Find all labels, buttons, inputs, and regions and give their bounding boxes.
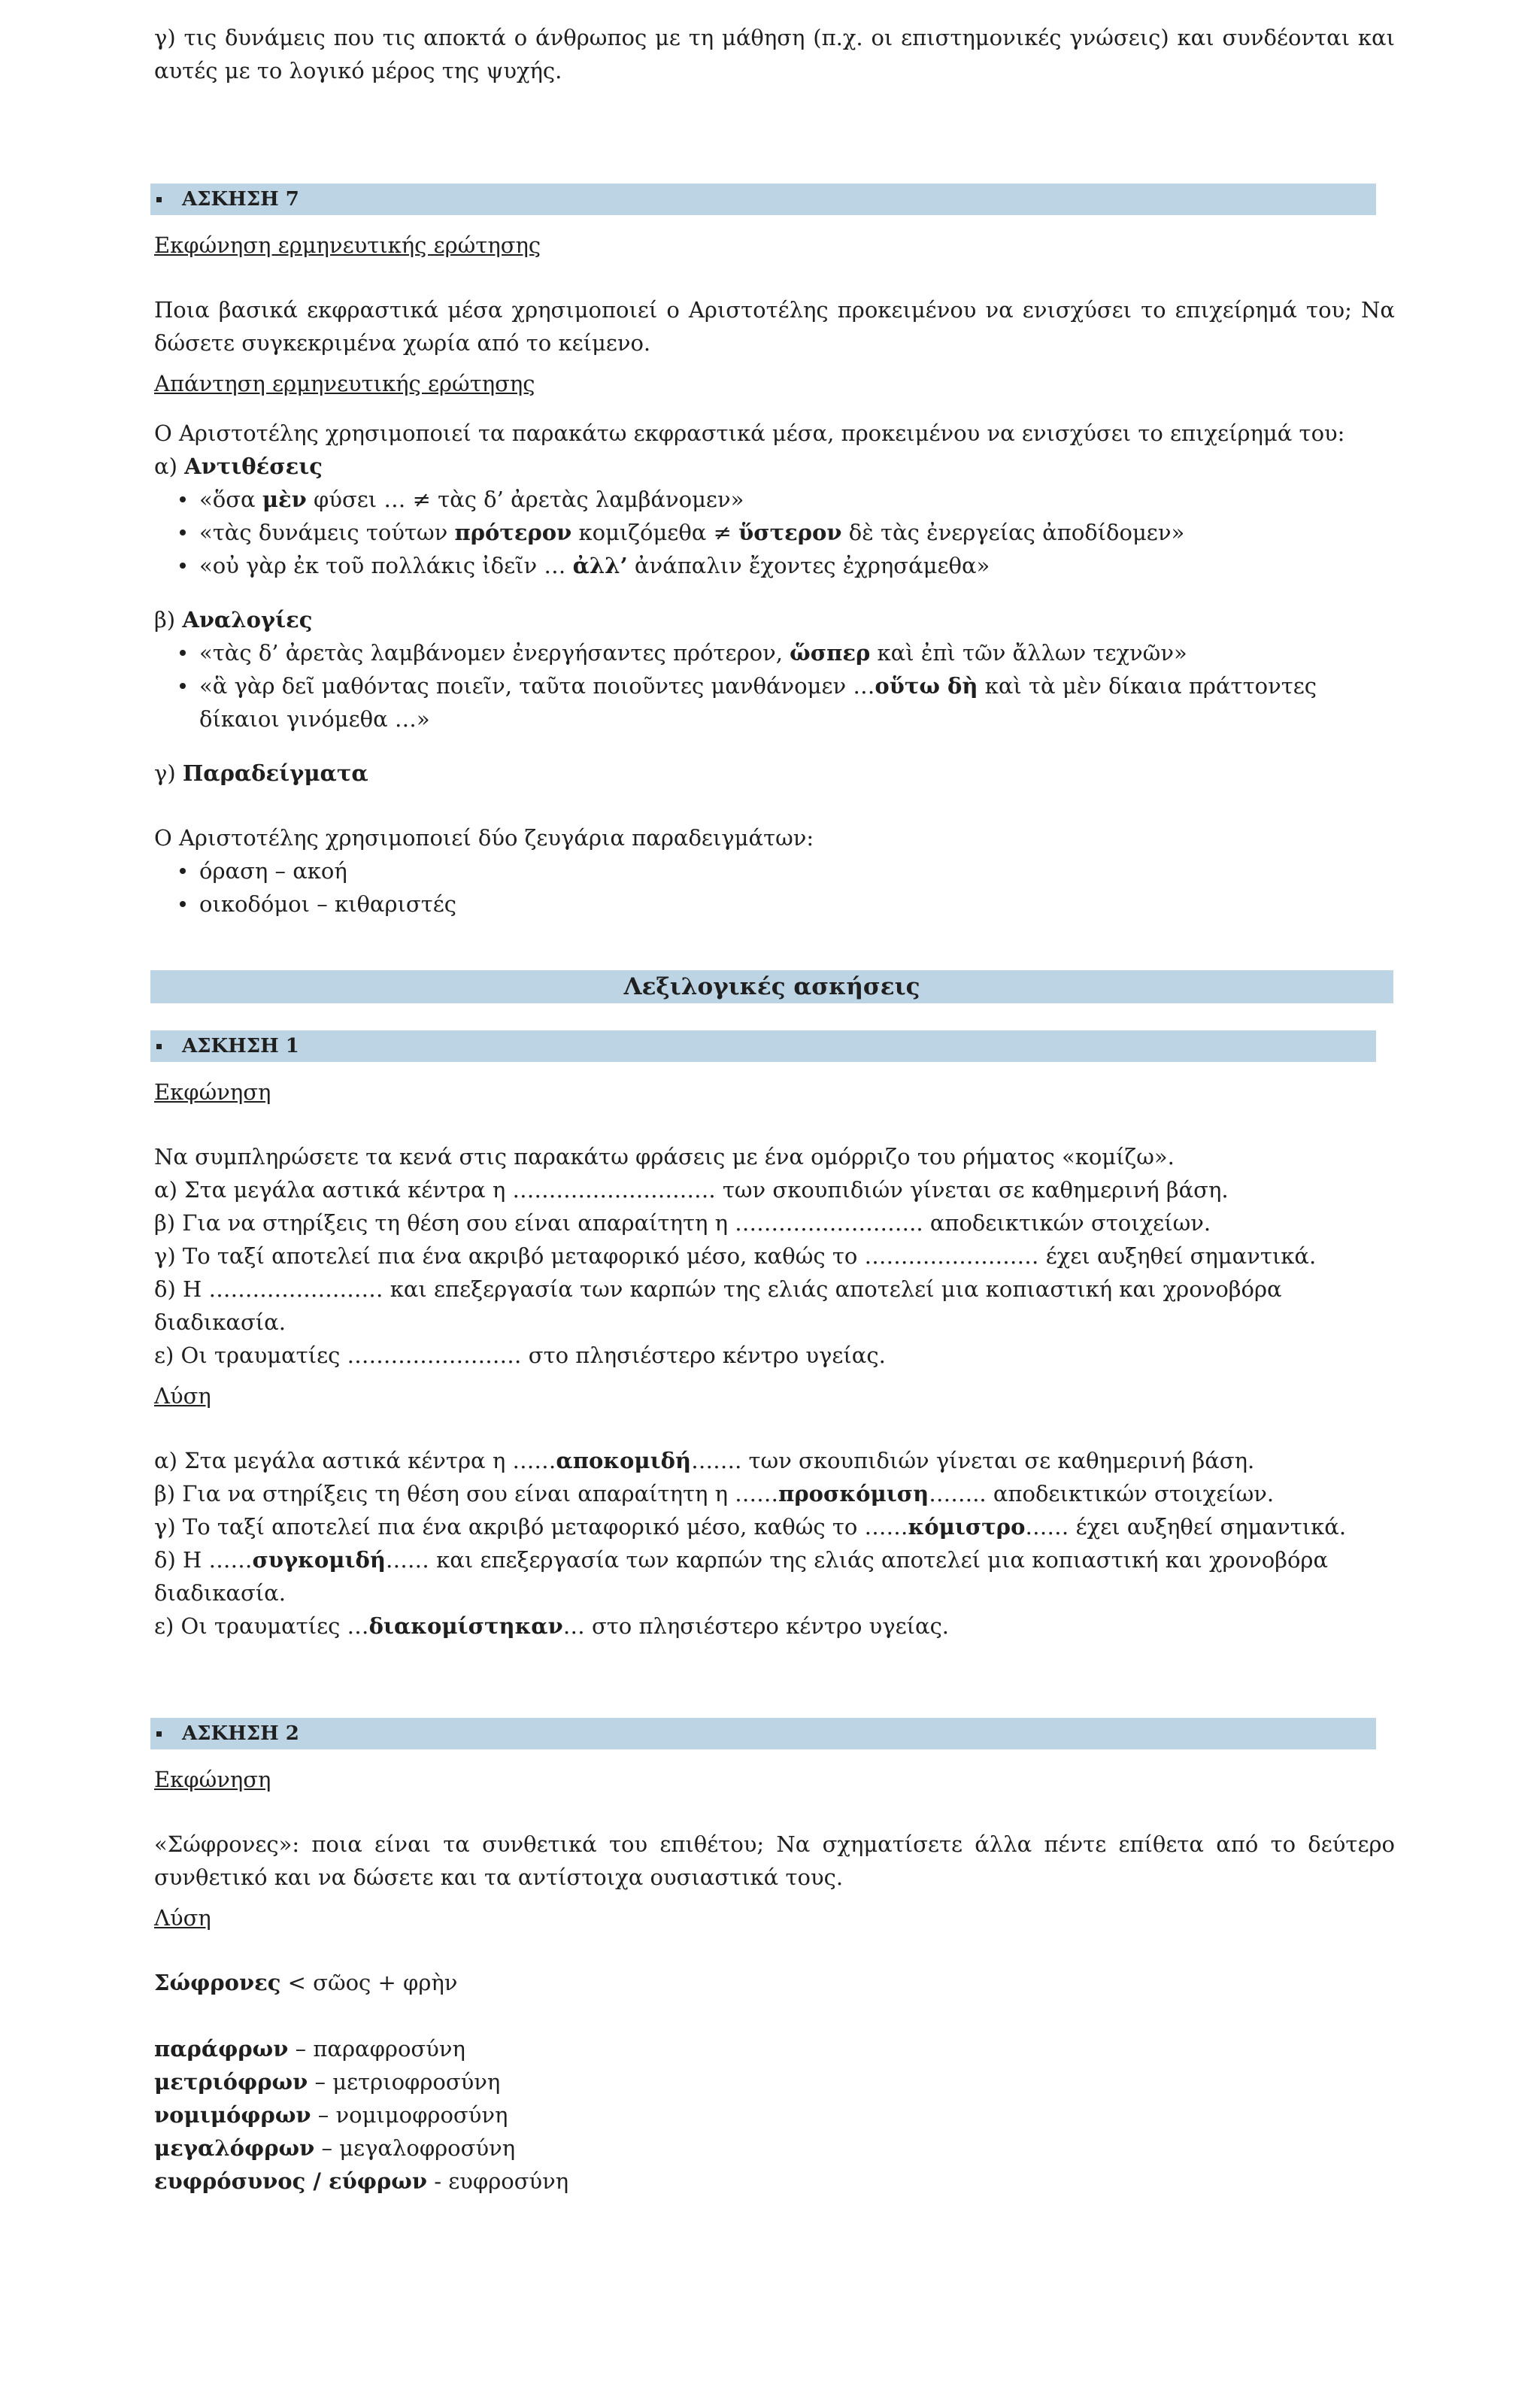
solution-line: γ) Το ταξί αποτελεί πια ένα ακριβό μεταφορικό μέσο, καθώς το ……κόμιστρο…… έχει αυξηθεί σημαντικά. [154,1514,1347,1540]
word-line: μεγαλόφρων – μεγαλοφροσύνη [154,2135,516,2161]
section-title-bar: Λεξιλογικές ασκήσεις [150,970,1393,1003]
question-text: Να συμπληρώσετε τα κενά στις παρακάτω φράσεις με ένα ομόρριζο του ρήματος «κομίζω». [154,1144,1175,1170]
list-item: όραση – ακοή [199,854,1395,887]
examples-intro: Ο Αριστοτέλης χρησιμοποιεί δύο ζευγάρια παραδειγμάτων: [154,825,814,851]
solution-heading: Λύση [154,1905,211,1931]
list-item: «ὅσα μὲν φύσει … ≠ τὰς δ’ ἀρετὰς λαμβάνομεν» [199,483,1395,516]
list-item: «ἃ γὰρ δεῖ μαθόντας ποιεῖν, ταῦτα ποιοῦντες μανθάνομεν …οὕτω δὴ καὶ τὰ μὲν δίκαια πράττοντες δίκαιοι γινόμεθα …» [199,669,1395,736]
question-line: α) Στα μεγάλα αστικά κέντρα η ………………………. των σκουπιδιών γίνεται σε καθημερινή βάση. [154,1177,1229,1203]
list-item: «τὰς δυνάμεις τούτων πρότερον κομιζόμεθα ≠ ὕστερον δὲ τὰς ἐνεργείας ἀποδίδομεν» [199,516,1395,549]
question-line: γ) Το ταξί αποτελεί πια ένα ακριβό μεταφορικό μέσο, καθώς το …………………… έχει αυξηθεί σημαντικά. [154,1243,1317,1269]
exercise-7-header [150,184,1376,215]
exercise-7-label: ΑΣΚΗΣΗ 7 [182,188,299,211]
solution-line: α) Στα μεγάλα αστικά κέντρα η ……αποκομιδή……. των σκουπιδιών γίνεται σε καθημερινή βάση. [154,1448,1255,1473]
list-item: «οὐ γὰρ ἐκ τοῦ πολλάκις ἰδεῖν … ἀλλ’ ἀνάπαλιν ἔχοντες ἐχρησάμεθα» [199,549,1395,582]
antitheses-list [154,483,1395,582]
root-word-line: Σώφρονες < σῶος + φρὴν [154,1970,458,1995]
solution-heading: Λύση [154,1383,211,1409]
question-line: β) Για να στηρίξεις τη θέση σου είναι απαραίτητη η …………………….. αποδεικτικών στοιχείων. [154,1210,1211,1236]
examples-list [154,854,1395,921]
question-heading: Εκφώνηση [154,1079,271,1105]
document-page [154,21,1395,2198]
intro-paragraph: γ) τις δυνάμεις που τις αποκτά ο άνθρωπος με τη μάθηση (π.χ. οι επιστημονικές γνώσεις) και συνδέονται και αυτές με το λογικό μέρος της ψυχής. [154,25,1395,83]
exercise-1-header [150,1030,1376,1062]
square-bullet-icon [156,1044,162,1049]
examples-heading: γ) Παραδείγματα [154,760,368,786]
answer-heading: Απάντηση ερμηνευτικής ερώτησης [154,371,535,396]
exercise-2-label: ΑΣΚΗΣΗ 2 [182,1722,299,1745]
answer-intro: Ο Αριστοτέλης χρησιμοποιεί τα παρακάτω εκφραστικά μέσα, προκειμένου να ενισχύσει το επιχείρημά του: [154,420,1345,446]
word-line: νομιμόφρων – νομιμοφροσύνη [154,2102,508,2128]
word-line: ευφρόσυνος / εύφρων - ευφροσύνη [154,2168,569,2194]
list-item: «τὰς δ’ ἀρετὰς λαμβάνομεν ἐνεργήσαντες πρότερον, ὥσπερ καὶ ἐπὶ τῶν ἄλλων τεχνῶν» [199,636,1395,669]
word-line: μετριόφρων – μετριοφροσύνη [154,2069,501,2095]
analogies-heading: β) Αναλογίες [154,607,313,633]
antitheses-heading: α) Αντιθέσεις [154,454,323,479]
analogies-list [154,636,1395,736]
question-text: «Σώφρονες»: ποια είναι τα συνθετικά του επιθέτου; Να σχηματίσετε άλλα πέντε επίθετα από το δεύτερο συνθετικό και να δώσετε και τα αντίστοιχα ουσιαστικά τους. [154,1831,1395,1890]
solution-line: β) Για να στηρίξεις τη θέση σου είναι απαραίτητη η ……προσκόμιση…….. αποδεικτικών στοιχείων. [154,1481,1275,1506]
square-bullet-icon [156,197,162,202]
question-heading: Εκφώνηση ερμηνευτικής ερώτησης [154,232,541,258]
exercise-2-header [150,1718,1376,1749]
question-line: ε) Οι τραυματίες …………………… στο πλησιέστερο κέντρο υγείας. [154,1343,886,1368]
question-heading: Εκφώνηση [154,1767,271,1792]
question-line: δ) Η …………………… και επεξεργασία των καρπών της ελιάς αποτελεί μια κοπιαστική και χρονοβόρα διαδικασία. [154,1276,1282,1335]
solution-line: ε) Οι τραυματίες …διακομίστηκαν… στο πλησιέστερο κέντρο υγείας. [154,1613,950,1639]
square-bullet-icon [156,1731,162,1737]
exercise-1-label: ΑΣΚΗΣΗ 1 [182,1035,299,1057]
word-line: παράφρων – παραφροσύνη [154,2036,465,2062]
question-text: Ποια βασικά εκφραστικά μέσα χρησιμοποιεί ο Αριστοτέλης προκειμένου να ενισχύσει το επιχείρημά του; Να δώσετε συγκεκριμένα χωρία από το κείμενο. [154,297,1395,356]
list-item: οικοδόμοι – κιθαριστές [199,887,1395,921]
solution-line: δ) Η ……συγκομιδή…… και επεξεργασία των καρπών της ελιάς αποτελεί μια κοπιαστική και χρονοβόρα διαδικασία. [154,1547,1329,1606]
